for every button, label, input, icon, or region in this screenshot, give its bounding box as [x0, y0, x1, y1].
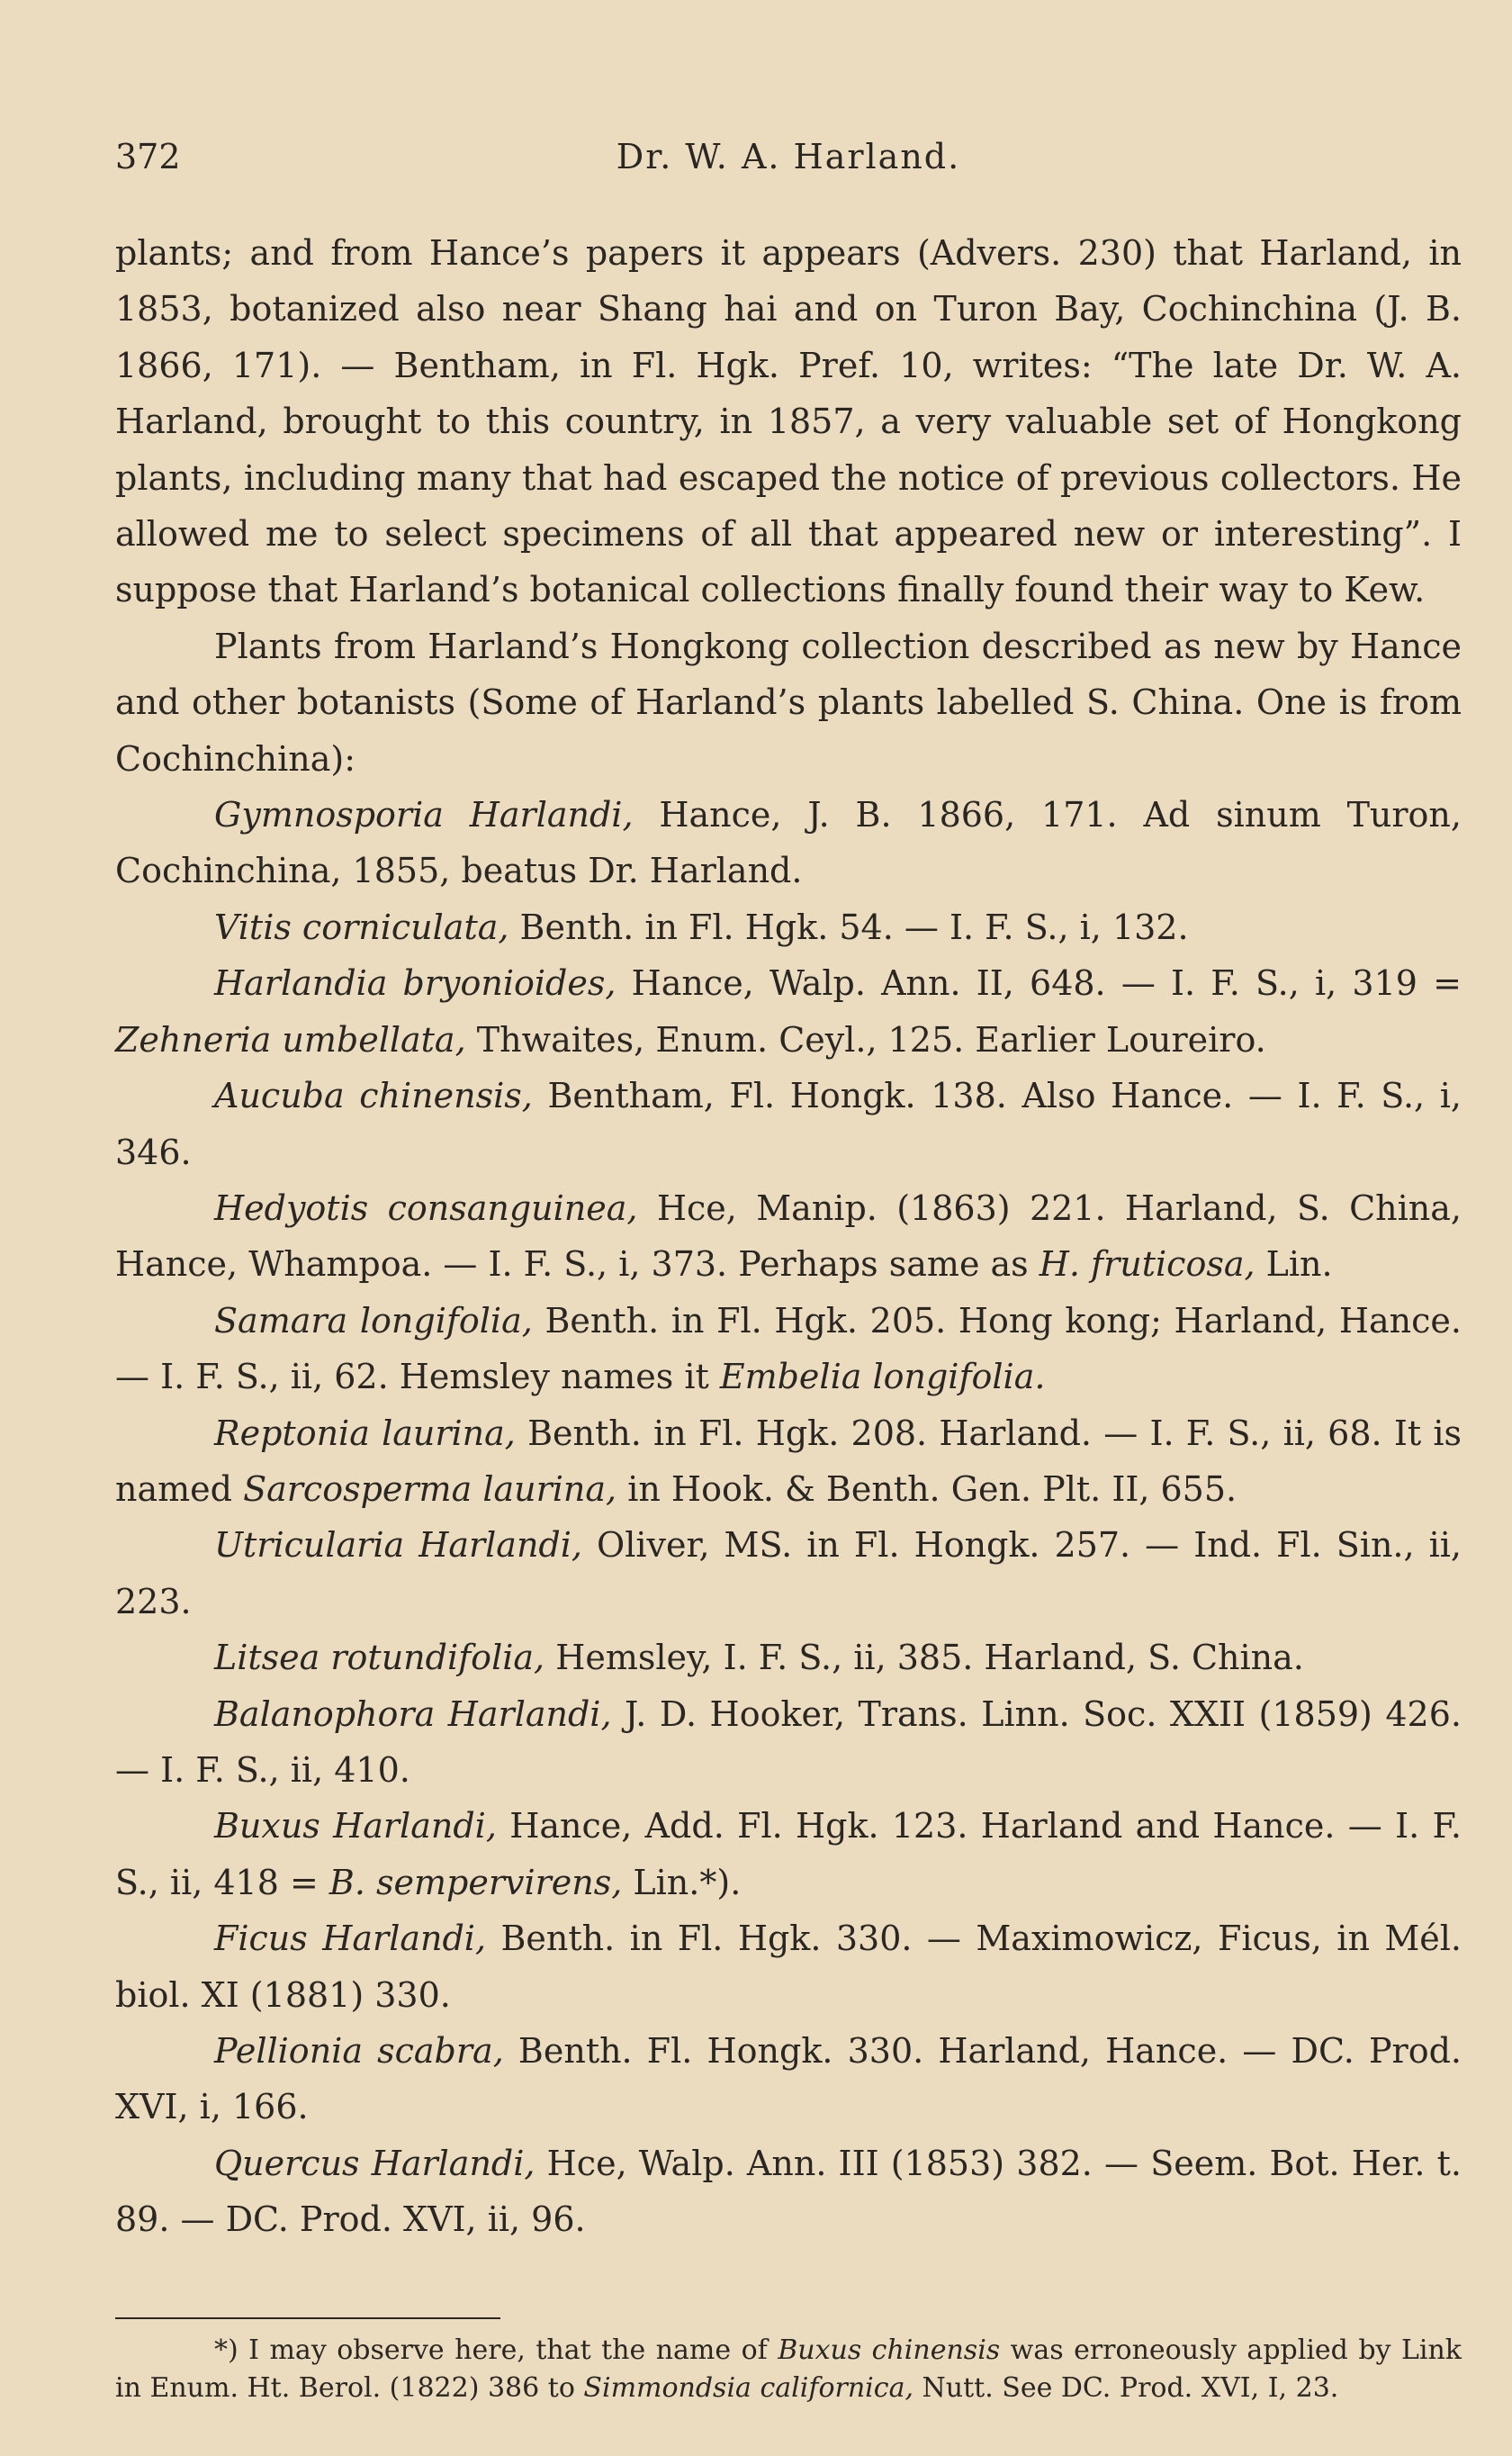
species-name: Aucuba chinensis,: [214, 1076, 533, 1116]
footnote-species: Simmondsia californica,: [583, 2372, 914, 2404]
entry-citation: Oliver, MS. in Fl. Hongk. 257. — Ind. Fl. Sin., ii, 223.: [115, 1525, 1462, 1621]
entry-citation: in Hook. & Benth. Gen. Plt. II, 655.: [616, 1468, 1238, 1509]
running-head: Dr. W. A. Harland.: [616, 137, 961, 176]
species-name: Harlandia bryonioides,: [214, 963, 616, 1004]
species-entry: [115, 1798, 1462, 1910]
entry-citation: Hance, Walp. Ann. II, 648. — I. F. S., i, 319 =: [616, 963, 1462, 1004]
paragraph: plants; and from Hance’s papers it appears (Advers. 230) that Harland, in 1853, botanized also near Shang hai and on Turon Bay, Cochinchina (J. B. 1866, 171). — Bentham, in Fl. Hgk. Pref. 10, writes: “The late Dr. W. A. Harland, brought to this country, in 1857, a very valuable set of Hongkong plants, including many that had escaped the notice of previous collectors. He allowed me to select specimens of all that appeared new or interesting”. I suppose that Harland’s botanical collections finally found their way to Kew.: [115, 233, 1462, 610]
species-name: Reptonia laurina,: [214, 1413, 516, 1453]
species-name: Balanophora Harlandi,: [214, 1693, 612, 1734]
species-name: Quercus Harlandi,: [214, 2143, 536, 2183]
species-name: Buxus Harlandi,: [214, 1806, 497, 1847]
entry-citation: J. D. Hooker, Trans. Linn. Soc. XXII (1859) 426. — I. F. S., ii, 410.: [115, 1693, 1462, 1790]
species-name: B. sempervirens,: [328, 1862, 623, 1902]
species-name: Pellionia scabra,: [214, 2031, 504, 2071]
page-number: 372: [115, 137, 181, 176]
species-name: Sarcosperma laurina,: [243, 1468, 617, 1509]
entry-citation: Benth. Fl. Hongk. 330. Harland, Hance. — DC. Prod. XVI, i, 166.: [115, 2031, 1462, 2127]
entry-citation: Hance, J. B. 1866, 171. Ad sinum Turon, Cochinchina, 1855, beatus Dr. Harland.: [115, 795, 1462, 891]
species-entry: [115, 2135, 1462, 2248]
entry-citation: Hemsley, I. F. S., ii, 385. Harland, S. China.: [544, 1638, 1304, 1678]
species-name: Gymnosporia Harlandi,: [214, 795, 634, 835]
body-text: [115, 225, 1462, 2248]
footnote-text: was erroneously applied by Link in Enum. Ht. Berol. (1822) 386 to: [115, 2334, 1462, 2404]
footnote-text: Nutt. See DC. Prod. XVI, I, 23.: [913, 2372, 1339, 2404]
page-header: [115, 137, 1462, 191]
species-entry: [115, 2023, 1462, 2135]
species-entry: [115, 899, 1462, 955]
species-name: Hedyotis consanguinea,: [214, 1187, 638, 1228]
species-name: H. fruticosa,: [1039, 1244, 1256, 1285]
species-name: Zehneria umbellata,: [115, 1019, 466, 1060]
entry-citation: Lin.: [1255, 1244, 1333, 1285]
footnote-text: *) I may observe here, that the name of: [214, 2334, 778, 2366]
entry-citation: Hance, Add. Fl. Hgk. 123. Harland and Hance. — I. F. S., ii, 418 =: [115, 1806, 1462, 1902]
species-entry: [115, 1686, 1462, 1799]
entry-citation: Benth. in Fl. Hgk. 330. — Maximowicz, Ficus, in Mél. biol. XI (1881) 330.: [115, 1919, 1462, 2015]
footnote-species: Buxus chinensis: [778, 2334, 1001, 2366]
species-entry: [115, 1630, 1462, 1685]
entry-citation: Hce, Manip. (1863) 221. Harland, S. China, Hance, Whampoa. — I. F. S., i, 373. Perhaps same as: [115, 1187, 1462, 1285]
species-entry: [115, 955, 1462, 1068]
entry-citation: Thwaites, Enum. Ceyl., 125. Earlier Loureiro.: [465, 1019, 1266, 1060]
species-entry: [115, 1293, 1462, 1405]
species-name: Utricularia Harlandi,: [214, 1525, 582, 1566]
footnote-rule: [115, 2317, 500, 2319]
species-entry: [115, 1517, 1462, 1630]
entry-citation: Hce, Walp. Ann. III (1853) 382. — Seem. Bot. Her. t. 89. — DC. Prod. XVI, ii, 96.: [115, 2143, 1462, 2240]
species-name: Ficus Harlandi,: [214, 1919, 487, 1959]
species-name: Litsea rotundifolia,: [214, 1638, 545, 1678]
entry-citation: Lin.*).: [622, 1862, 742, 1902]
species-name: Embelia longifolia.: [719, 1357, 1046, 1397]
entry-citation: Benth. in Fl. Hgk. 54. — I. F. S., i, 132.: [508, 907, 1189, 947]
paragraph: Plants from Harland’s Hongkong collection described as new by Hance and other botanists (Some of Harland’s plants labelled S. China. One is from Cochinchina):: [115, 626, 1462, 779]
entry-citation: Benth. in Fl. Hgk. 208. Harland. — I. F. S., ii, 68. It is named: [115, 1413, 1462, 1509]
entry-citation: Benth. in Fl. Hgk. 205. Hong kong; Harland, Hance. — I. F. S., ii, 62. Hemsley names it: [115, 1300, 1462, 1397]
footnote: [115, 2332, 1462, 2407]
entry-citation: Bentham, Fl. Hongk. 138. Also Hance. — I. F. S., i, 346.: [115, 1076, 1462, 1172]
species-entry: [115, 1405, 1462, 1518]
species-entry: [115, 1910, 1462, 2023]
species-name: Vitis corniculata,: [214, 907, 509, 947]
species-name: Samara longifolia,: [214, 1300, 533, 1341]
species-entry: [115, 1180, 1462, 1293]
species-entry: [115, 1068, 1462, 1180]
species-entry: [115, 787, 1462, 899]
